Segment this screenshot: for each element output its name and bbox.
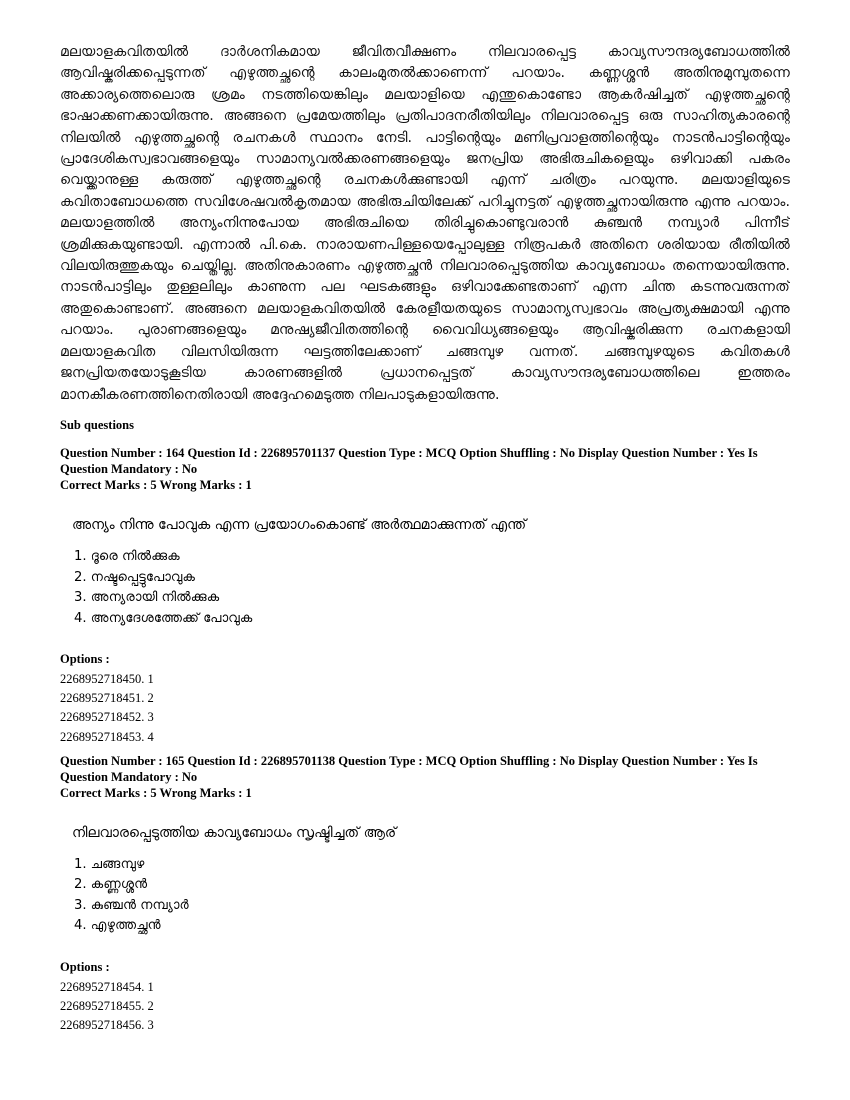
question-choices — [74, 547, 790, 629]
question-marks-line: Correct Marks : 5 Wrong Marks : 1 — [60, 478, 252, 492]
option-id-list — [60, 670, 790, 747]
options-heading: Options : — [60, 959, 110, 974]
option-id-item: 2268952718451. 2 — [60, 691, 154, 706]
choice-item: 2. നഷ്ടപ്പെട്ടുപോവുക — [74, 569, 196, 585]
choice-item: 4. അന്യദേശത്തേക്ക് പോവുക — [74, 610, 253, 626]
choice-item: 3. അന്യരായി നിൽക്കുക — [74, 590, 220, 605]
question-meta — [60, 445, 790, 493]
question-stem: നിലവാരപ്പെടുത്തിയ കാവ്യബോധം സൃഷ്ടിച്ചത് ആര് — [72, 824, 397, 841]
choice-item: 4. എഴുത്തച്ഛൻ — [74, 918, 161, 934]
question-meta-line: Question Number : 164 Question Id : 226895701137 Question Type : MCQ Option Shuffling : No Display Question Number : Yes Is — [60, 446, 758, 460]
question-mandatory-line: Question Mandatory : No — [60, 462, 198, 476]
question-meta-line: Question Number : 165 Question Id : 226895701138 Question Type : MCQ Option Shuffling : No Display Question Number : Yes Is — [60, 753, 758, 768]
option-id-list — [60, 978, 790, 1036]
exam-page — [60, 42, 790, 1035]
malayalam-passage: മലയാളകവിതയിൽ ദാർശനികമായ ജീവിതവീക്ഷണം നിലവാരപ്പെട്ട കാവ്യസൗന്ദര്യബോധത്തിൽ ആവിഷ്കരിക്കപ്പെടുന്നത് എഴുത്തച്ഛന്റെ കാലംമുതൽക്കാണെന്ന് പറയാം. കണ്ണശ്ശൻ അതിനുമുമ്പുതന്നെ അക്കാര്യത്തെലൊരു ശ്രമം നടത്തിയെങ്കിലും മലയാളിയെ എന്തുകൊണ്ടോ ആകർഷിച്ചത് എഴുത്തച്ഛന്റെ ഭാഷാക്കണക്കായിരുന്നു. അങ്ങനെ പ്രമേയത്തിലും പ്രതിപാദനരീതിയിലും നിലവാരപ്പെട്ട ഒരു സാഹിത്യകാരന്റെ നിലയിൽ എഴുത്തച്ഛന്റെ രചനകൾ സ്ഥാനം നേടി. പാട്ടിന്റെയും മണിപ്രവാളത്തിന്റെയും നാടൻപാട്ടിന്റെയും പ്രാദേശികസ്വഭാവങ്ങളെയും സാമാന്യവൽക്കരണങ്ങളെയും ജനപ്രിയ അഭിരുചികളെയും ഒഴിവാക്കി പകരം വെയ്ക്കാനുള്ള കരുത്ത് എഴുത്തച്ഛന്റെ രചനകൾക്കുണ്ടായി എന്ന് ചരിത്രം പറയുന്നു. മലയാളിയുടെ കവിതാബോധത്തെ സവിശേഷവൽകൃതമായ അഭിരുചിയിലേക്ക് പറിച്ചുനട്ടത് എഴുത്തച്ഛനായിരുന്നു എന്നു പറയാം. മലയാളത്തിൽ അന്യംനിന്നുപോയ അഭിരുചിയെ തിരിച്ചുകൊണ്ടുവരാൻ കുഞ്ചൻ നമ്പ്യാർ പിന്നീട് ശ്രമിക്കുകയുണ്ടായി. എന്നാൽ പി.കെ. നാരായണപിള്ളയെപ്പോലുള്ള നിരൂപകർ അതിനെ ശരിയായ രീതിയിൽ വിലയിരുത്തുകയും ചെയ്തില്ല. അതിനുകാരണം എഴുത്തച്ഛൻ നിലവാരപ്പെടുത്തിയ കാവ്യബോധം തന്നെയായിരുന്നു. നാടൻപാട്ടിലും തുള്ളലിലും കാണുന്ന പല ഘടകങ്ങളും ഒഴിവാക്കേണ്ടതാണ് എന്ന ചിന്ത കടന്നുവരുന്നത് അതുകൊണ്ടാണ്. അങ്ങനെ മലയാളകവിതയിൽ കേരളീയതയുടെ സാമാന്യസ്വഭാവം അപ്രത്യക്ഷമായി എന്നു പറയാം. പുരാണങ്ങളെയും മനുഷ്യജീവിതത്തിന്റെ വൈവിധ്യങ്ങളെയും ആവിഷ്കരിക്കുന്ന രചനകളായി മലയാളകവിത വിലസിയിരുന്ന ഘട്ടത്തിലേക്കാണ് ചങ്ങമ്പുഴ വന്നത്. ചങ്ങമ്പുഴയുടെ കവിതകൾ ജനപ്രിയതയോടുകൂടിയ കാരണങ്ങളിൽ പ്രധാനപ്പെട്ടത് കാവ്യസൗന്ദര്യബോധത്തിലെ ഇത്തരം മാനകീകരണത്തിനെതിരായി അദ്ദേഹമെടുത്ത നിലപാടുകളായിരുന്നു. — [60, 44, 790, 403]
question-stem: അന്യം നിന്നു പോവുക എന്ന പ്രയോഗംകൊണ്ട് അർത്ഥമാക്കുന്നത് എന്ത് — [72, 517, 527, 533]
question-choices — [74, 855, 790, 937]
choice-item: 1. ചങ്ങമ്പുഴ — [74, 856, 145, 872]
options-heading: Options : — [60, 652, 110, 666]
option-id-item: 2268952718454. 1 — [60, 979, 154, 994]
choice-item: 1. ദൂരെ നിൽക്കുക — [74, 549, 180, 564]
question-mandatory-line: Question Mandatory : No — [60, 769, 198, 784]
question-164 — [60, 445, 790, 747]
question-meta — [60, 753, 790, 801]
question-marks-line: Correct Marks : 5 Wrong Marks : 1 — [60, 785, 252, 800]
option-id-item: 2268952718450. 1 — [60, 672, 154, 686]
option-id-item: 2268952718456. 3 — [60, 1018, 154, 1033]
choice-item: 2. കണ്ണശ്ശൻ — [74, 877, 148, 893]
question-165 — [60, 753, 790, 1036]
option-id-item: 2268952718455. 2 — [60, 999, 154, 1014]
option-id-item: 2268952718452. 3 — [60, 710, 154, 725]
option-id-item: 2268952718453. 4 — [60, 729, 154, 744]
choice-item: 3. കുഞ്ചൻ നമ്പ്യാർ — [74, 897, 189, 913]
sub-questions-heading: Sub questions — [60, 418, 134, 432]
